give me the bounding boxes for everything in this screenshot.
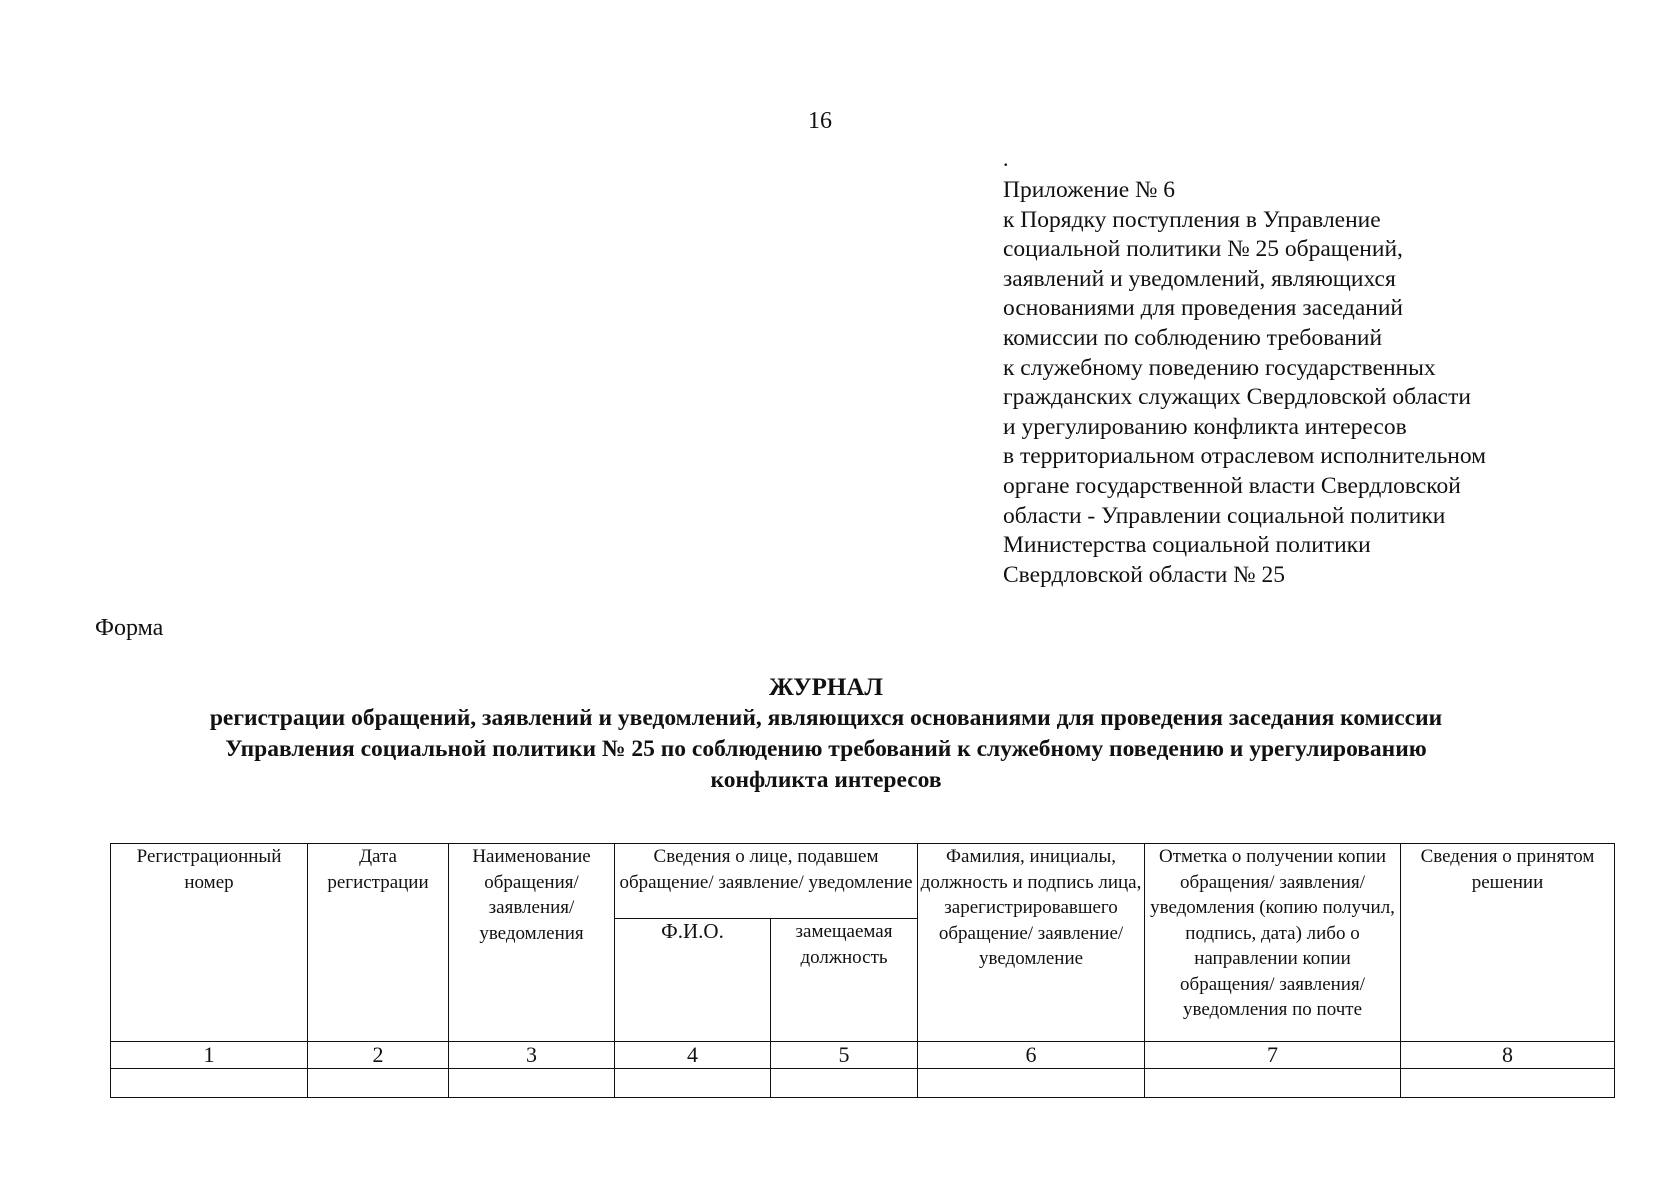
appendix-line: социальной политики № 25 обращений, (1003, 236, 1403, 263)
appendix-line: комиссии по соблюдению требований (1003, 324, 1383, 351)
appendix-line: органе государственной власти Свердловской (1003, 472, 1461, 499)
column-number: 5 (771, 1042, 918, 1069)
appendix-line: заявлений и уведомлений, являющихся (1003, 265, 1396, 292)
column-number: 1 (111, 1042, 308, 1069)
header-decision: Сведения о принятом решении (1401, 844, 1615, 1042)
journal-subtitle-line: регистрации обращений, заявлений и уведомлений, являющихся основаниями для проведения заседания комиссии (209, 705, 1443, 731)
appendix-line: области - Управлении социальной политики (1003, 502, 1446, 529)
page-number: 16 (808, 108, 832, 134)
header-fio: Ф.И.О. (615, 919, 771, 1042)
appendix-line: Свердловской области № 25 (1003, 561, 1285, 588)
table-cell (918, 1069, 1145, 1098)
header-reg-number: Регистрационный номер (111, 844, 308, 1042)
journal-subtitle-line: Управления социальной политики № 25 по соблюдению требований к служебному поведению и урегулированию (225, 736, 1427, 762)
appendix-line: в территориальном отраслевом исполнительном (1003, 443, 1487, 470)
journal-table (110, 843, 1615, 1098)
appendix-line: основаниями для проведения заседаний (1003, 295, 1404, 322)
form-label: Форма (95, 615, 164, 641)
table-cell (615, 1069, 771, 1098)
table-row (111, 1069, 1615, 1098)
column-number: 7 (1145, 1042, 1401, 1069)
appendix-line: Министерства социальной политики (1003, 532, 1371, 559)
header-position: замещаемая должность (771, 919, 918, 1042)
journal-title: ЖУРНАЛ (768, 674, 884, 701)
table-cell (771, 1069, 918, 1098)
column-numbers-row (111, 1042, 1615, 1069)
column-number: 3 (449, 1042, 615, 1069)
table-cell (308, 1069, 449, 1098)
header-person-info: Сведения о лице, подавшем обращение/ заявление/ уведомление (615, 844, 918, 919)
appendix-line: и урегулированию конфликта интересов (1003, 413, 1407, 440)
appendix-line: гражданских служащих Свердловской области (1003, 384, 1471, 411)
header-name: Наименование обращения/ заявления/ уведомления (449, 844, 615, 1042)
header-registrar: Фамилия, инициалы, должность и подпись лица, зарегистрировавшего обращение/ заявление/ уведомление (918, 844, 1145, 1042)
table-cell (111, 1069, 308, 1098)
header-copy-mark: Отметка о получении копии обращения/ заявления/ уведомления (копию получил, подпись, дата) либо о направлении копии обращения/ заявления/ уведомления по почте (1145, 844, 1401, 1042)
table-cell (1145, 1069, 1401, 1098)
table-cell (449, 1069, 615, 1098)
header-reg-date: Дата регистрации (308, 844, 449, 1042)
appendix-line: к служебному поведению государственных (1003, 354, 1436, 381)
column-number: 2 (308, 1042, 449, 1069)
journal-title-block (0, 672, 1652, 796)
appendix-line: Приложение № 6 (1003, 177, 1176, 203)
column-number: 8 (1401, 1042, 1615, 1069)
table-cell (1401, 1069, 1615, 1098)
column-number: 6 (918, 1042, 1145, 1069)
column-number: 4 (615, 1042, 771, 1069)
dot-mark: . (1003, 146, 1009, 171)
appendix-line: к Порядку поступления в Управление (1003, 206, 1381, 233)
journal-subtitle-line: конфликта интересов (710, 767, 942, 793)
appendix-block (1003, 176, 1486, 590)
